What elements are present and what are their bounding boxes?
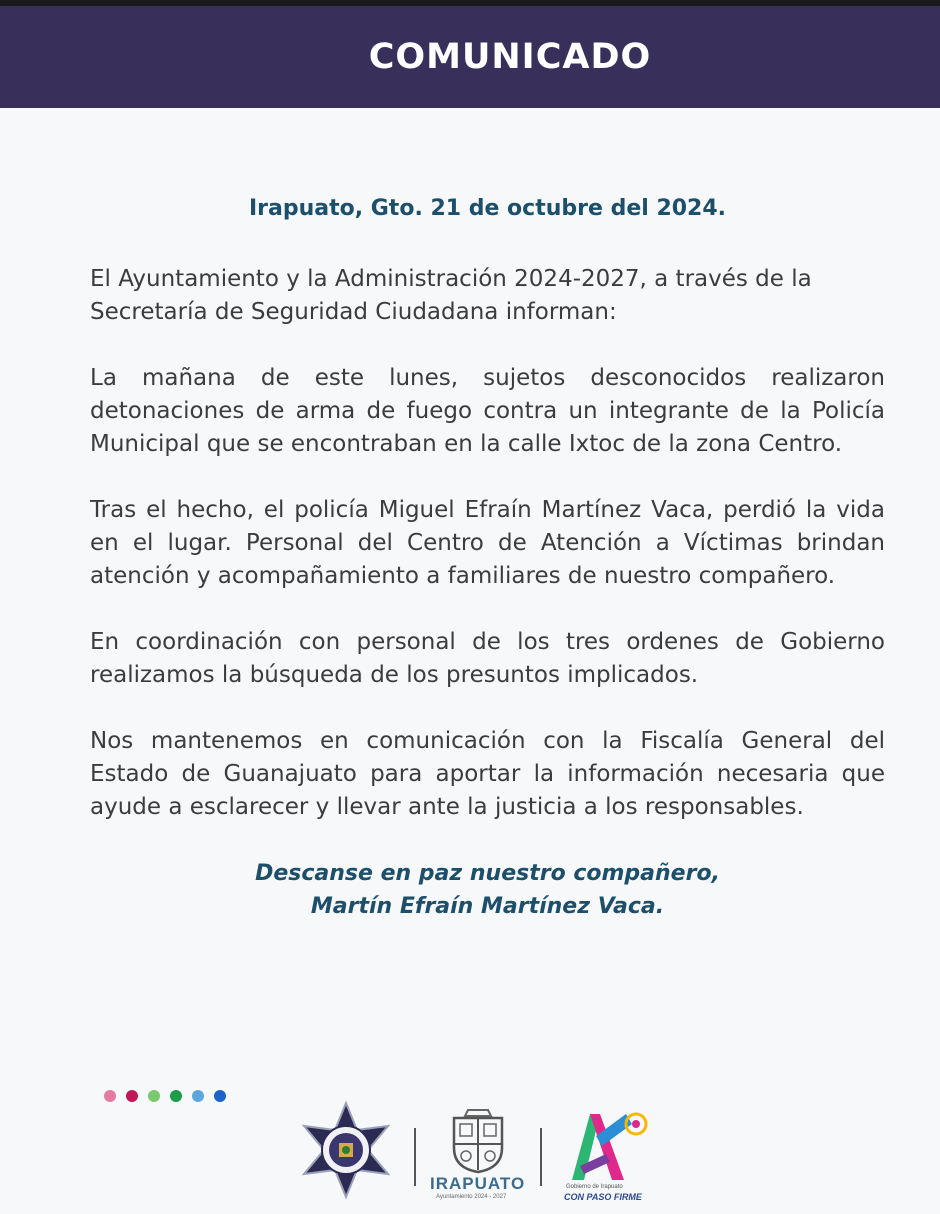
- dot-6: [214, 1090, 226, 1102]
- dot-1: [104, 1090, 116, 1102]
- dot-4: [170, 1090, 182, 1102]
- irapuato-logo-text: IRAPUATO: [430, 1174, 526, 1193]
- paragraph-1: El Ayuntamiento y la Administración 2024-2027, a través de la Secretaría de Seguridad Ciudadana informan:: [90, 266, 812, 325]
- closing-line-1: Descanse en paz nuestro compañero,: [255, 861, 720, 886]
- irapuato-coat-of-arms-icon: [446, 1104, 510, 1176]
- closing-line-2: Martín Efraín Martínez Vaca.: [310, 894, 665, 919]
- dot-2: [126, 1090, 138, 1102]
- paragraph-5: Nos mantenemos en comunicación con la Fiscalía General del Estado de Guanajuato para aportar la información necesaria que ayude a esclarecer y llevar ante la justicia a los responsables.: [90, 728, 885, 820]
- irapuato-logo-subtext: Ayuntamiento 2024 - 2027: [436, 1194, 507, 1200]
- dot-5: [192, 1090, 204, 1102]
- police-star-badge-icon: [296, 1100, 396, 1200]
- document-body: [90, 196, 885, 923]
- page-title: COMUNICADO: [368, 37, 652, 77]
- header-banner: [0, 6, 940, 108]
- closing-message: [90, 857, 885, 923]
- paragraph-3: Tras el hecho, el policía Miguel Efraín Martínez Vaca, perdió la vida en el lugar. Personal del Centro de Atención a Víctimas brindan atención y acompañamiento a familiares de nuestro compañero.: [90, 497, 885, 589]
- logo-separator-2: [540, 1128, 542, 1186]
- campaign-a-logo-icon: [566, 1106, 650, 1184]
- paragraph-2: La mañana de este lunes, sujetos desconocidos realizaron detonaciones de arma de fuego contra un integrante de la Policía Municipal que se encontraban en la calle Ixtoc de la zona Centro.: [90, 365, 885, 457]
- campaign-logo-subtext: Gobierno de Irapuato: [566, 1184, 623, 1190]
- campaign-logo-text: CON PASO FIRME: [564, 1192, 642, 1202]
- dot-3: [148, 1090, 160, 1102]
- document-date: Irapuato, Gto. 21 de octubre del 2024.: [248, 196, 727, 221]
- decorative-dots: [104, 1090, 226, 1102]
- paragraph-4: En coordinación con personal de los tres ordenes de Gobierno realizamos la búsqueda de los presuntos implicados.: [90, 629, 885, 688]
- logo-strip: [296, 1098, 656, 1208]
- logo-separator-1: [414, 1128, 416, 1186]
